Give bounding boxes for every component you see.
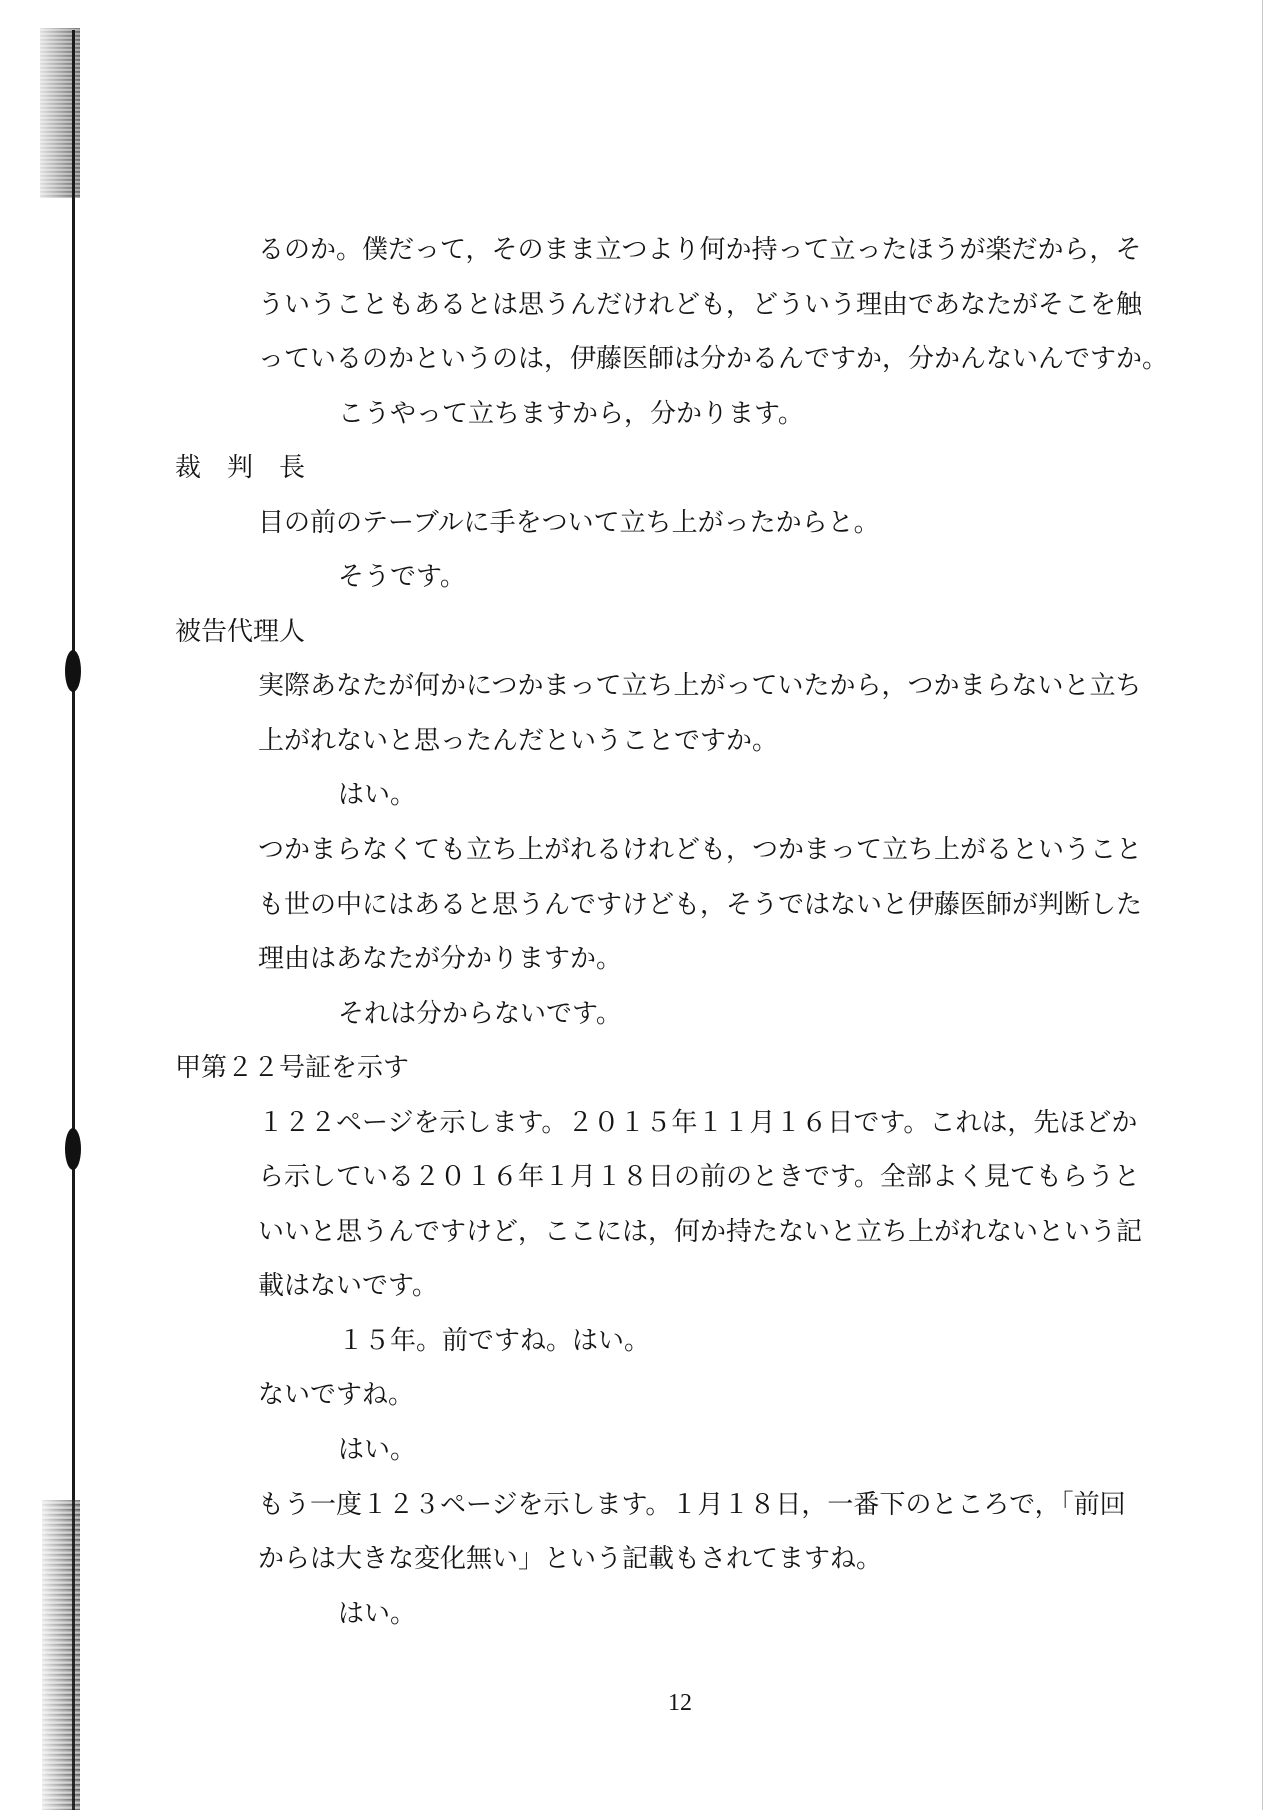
exhibit-note: 甲第２２号証を示す	[175, 1053, 410, 1083]
answer-line: それは分からないです。	[338, 998, 622, 1028]
answer-line: こうやって立ちますから，分かります。	[338, 398, 804, 428]
question-line: つかまらなくても立ち上がれるけれども，つかまって立ち上がるということ	[258, 835, 1143, 865]
question-line: っているのかというのは，伊藤医師は分かるんですか，分かんないんですか。	[258, 344, 1169, 374]
question-line: 上がれないと思ったんだということですか。	[258, 725, 779, 755]
question-line: からは大きな変化無い」という記載もされてますね。	[258, 1544, 883, 1574]
answer-line: はい。	[338, 1435, 417, 1465]
question-line: ういうこともあるとは思うんだけれども，どういう理由であなたがそこを触	[258, 289, 1143, 319]
question-line: 理由はあなたが分かりますか。	[258, 944, 623, 974]
question-line: も世の中にはあると思うんですけども，そうではないと伊藤医師が判断した	[258, 889, 1143, 919]
answer-line: はい。	[338, 780, 417, 810]
question-line: るのか。僕だって，そのまま立つより何か持って立ったほうが楽だから，そ	[258, 235, 1142, 264]
question-line: ないですね。	[258, 1380, 415, 1410]
answer-line: はい。	[338, 1598, 417, 1628]
speaker-label: 被告代理人	[175, 616, 306, 646]
question-line: 目の前のテーブルに手をついて立ち上がったからと。	[258, 507, 880, 537]
transcript-body	[0, 223, 1280, 1641]
answer-line: １５年。前ですね。はい。	[338, 1325, 651, 1355]
question-line: １２２ページを示します。２０１５年１１月１６日です。これは，先ほどか	[258, 1107, 1138, 1137]
question-line: いいと思うんですけど，ここには，何か持たないと立ち上がれないという記	[258, 1216, 1143, 1246]
answer-line: そうです。	[338, 562, 466, 592]
question-line: 載はないです。	[258, 1271, 438, 1301]
question-line: もう一度１２３ページを示します。１月１８日，一番下のところで，「前回	[258, 1489, 1126, 1519]
speaker-label: 裁 判 長	[175, 453, 306, 483]
page-number: 12	[668, 1690, 692, 1716]
question-line: ら示している２０１６年１月１８日の前のときです。全部よく見てもらうと	[258, 1162, 1140, 1192]
question-line: 実際あなたが何かにつかまって立ち上がっていたから，つかまらないと立ち	[258, 671, 1142, 701]
